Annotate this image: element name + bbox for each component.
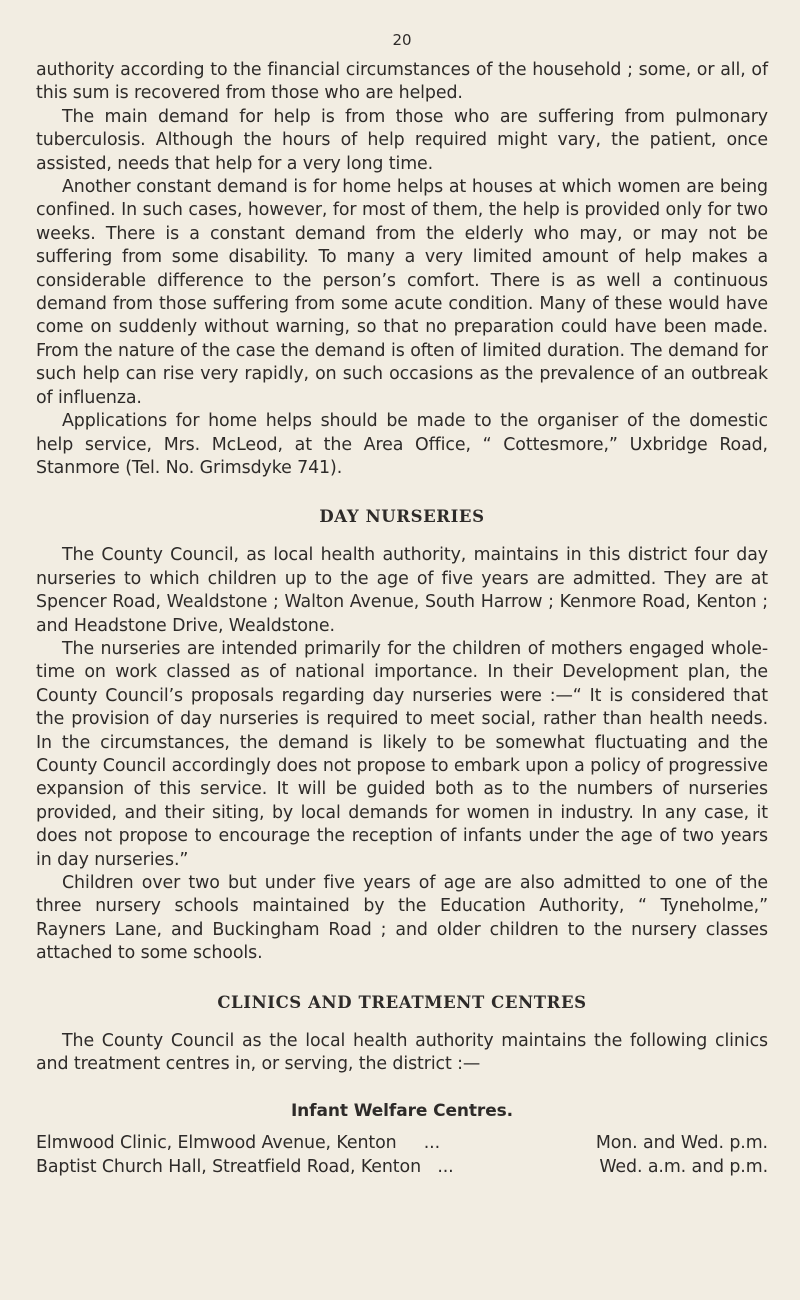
body-paragraph: The County Council, as local health authority, maintains in this district four day nurseries to which children up to the age of five years are admitted. They are at Spencer Road, Wealdstone ; Walton Avenue, South Harrow ; Kenmore Road, Kenton ; and Headstone Drive, Wealdstone. [36,545,768,636]
centre-row [36,1156,768,1179]
centre-name: Baptist Church Hall, Streatfield Road, Kenton ... [36,1156,454,1177]
body-paragraph: The County Council as the local health authority maintains the following clinics and treatment centres in, or serving, the district :— [36,1030,768,1075]
body-paragraph: The nurseries are intended primarily for the children of mothers engaged whole-time on work classed as of national importance. In their Development plan, the County Council’s proposals regarding day nurseries were :—“ It is considered that the provision of day nurseries is required to meet social, rather than health needs. In the circumstances, the demand is likely to be somewhat fluctuating and the County Council accordingly does not propose to embark upon a policy of progressive expansion of this service. It will be guided both as to the numbers of nurseries provided, and their siting, by local demands for women in industry. In any case, it does not propose to encourage the reception of infants under the age of two years in day nurseries.” [36,638,768,870]
section-heading-clinics: CLINICS AND TREATMENT CENTRES [217,992,587,1012]
body-paragraph: The main demand for help is from those who are suffering from pulmonary tuberculosis. Although the hours of help required might vary, the patient, once assisted, needs that help for a very long time. [36,106,768,174]
centre-name: Elmwood Clinic, Elmwood Avenue, Kenton ... [36,1133,441,1154]
centre-times: Wed. a.m. and p.m. [599,1156,768,1177]
subheading-infant-welfare-centres: Infant Welfare Centres. [290,1101,514,1122]
centre-times: Mon. and Wed. p.m. [595,1133,768,1154]
section-heading-day-nurseries: DAY NURSERIES [319,507,485,527]
centre-row [36,1132,768,1155]
body-paragraph: Children over two but under five years of age are also admitted to one of the three nursery schools maintained by the Education Authority, “ Tyneholme,” Rayners Lane, and Buckingham Road ; and older children to the nursery classes attached to some schools. [36,873,768,964]
body-paragraph: authority according to the financial circumstances of the household ; some, or all, of this sum is recovered from those who are helped. [36,60,768,104]
page-number: 20 [392,31,412,49]
body-paragraph: Applications for home helps should be made to the organiser of the domestic help service, Mrs. McLeod, at the Area Office, “ Cottesmore,” Uxbridge Road, Stanmore (Tel. No. Grimsdyke 741). [36,411,768,478]
body-paragraph: Another constant demand is for home helps at houses at which women are being confined. In such cases, however, for most of them, the help is provided only for two weeks. There is a constant demand from the elderly who may, or may not be suffering from some disability. To many a very limited amount of help makes a considerable difference to the person’s comfort. There is as well a continuous demand from those suffering from some acute condition. Many of these would have come on suddenly without warning, so that no preparation could have been made. From the nature of the case the demand is often of limited duration. The demand for such help can rise very rapidly, on such occasions as the prevalence of an outbreak of influenza. [36,177,768,408]
document-page [36,30,768,1179]
